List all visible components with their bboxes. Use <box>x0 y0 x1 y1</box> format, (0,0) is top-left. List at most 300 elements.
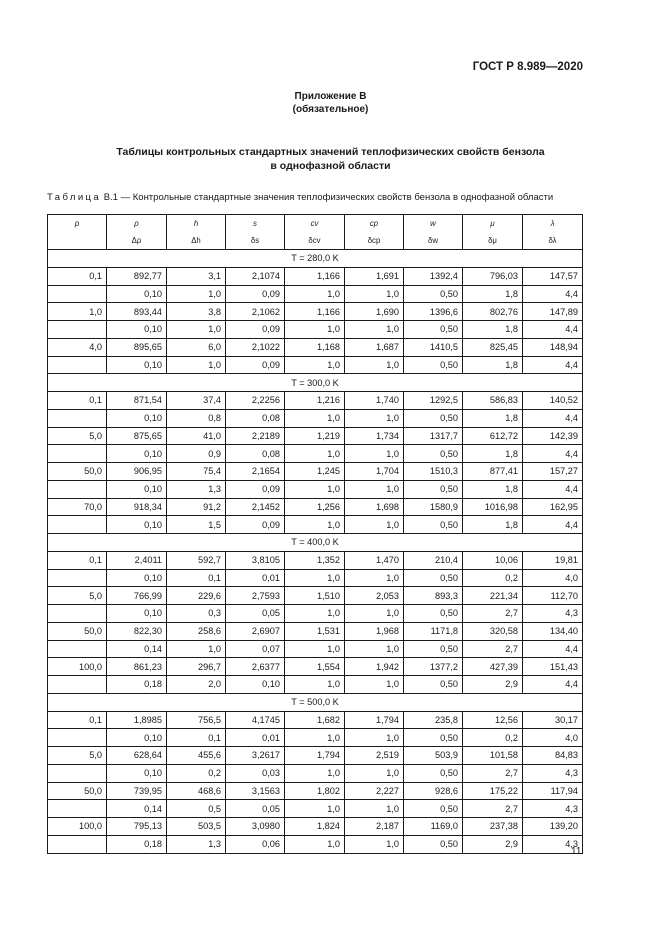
deviation-cell: 0,50 <box>404 480 463 498</box>
temperature-label: T = 500,0 K <box>48 693 583 711</box>
value-cell: 6,0 <box>167 338 226 356</box>
pressure-cell: 0,1 <box>48 551 107 569</box>
value-cell: 1,794 <box>285 747 345 765</box>
empty-cell <box>48 480 107 498</box>
value-cell: 3,8 <box>167 303 226 321</box>
deviation-cell: 1,0 <box>285 605 345 623</box>
value-cell: 30,17 <box>523 711 583 729</box>
deviation-cell: 2,7 <box>463 800 523 818</box>
deviation-cell: 0,09 <box>226 285 285 303</box>
value-cell: 802,76 <box>463 303 523 321</box>
value-cell: 1392,4 <box>404 267 463 285</box>
value-cell: 825,45 <box>463 338 523 356</box>
col-header-h: h <box>167 215 226 233</box>
deviation-cell: 0,50 <box>404 835 463 853</box>
value-cell: 612,72 <box>463 427 523 445</box>
empty-cell <box>48 285 107 303</box>
value-cell: 41,0 <box>167 427 226 445</box>
value-cell: 4,1745 <box>226 711 285 729</box>
value-cell: 1,219 <box>285 427 345 445</box>
deviation-cell: 0,09 <box>226 516 285 534</box>
temperature-row <box>48 534 583 552</box>
deviation-cell: 1,0 <box>285 640 345 658</box>
value-cell: 1580,9 <box>404 498 463 516</box>
deviation-cell: 0,10 <box>107 409 167 427</box>
temperature-label: T = 280,0 K <box>48 250 583 268</box>
table-caption-text: — Контрольные стандартные значения теплофизических свойств бензола в однофазной области <box>117 192 554 203</box>
deviation-cell: 0,08 <box>226 445 285 463</box>
deviation-cell: 4,4 <box>523 640 583 658</box>
table-row <box>48 303 583 321</box>
deviation-cell: 1,0 <box>285 409 345 427</box>
value-cell: 1,690 <box>345 303 404 321</box>
deviation-cell: 0,50 <box>404 356 463 374</box>
table-row <box>48 818 583 836</box>
value-cell: 320,58 <box>463 622 523 640</box>
value-cell: 756,5 <box>167 711 226 729</box>
value-cell: 1,824 <box>285 818 345 836</box>
deviation-cell: 1,0 <box>285 835 345 853</box>
value-cell: 1,968 <box>345 622 404 640</box>
deviation-cell: 2,7 <box>463 640 523 658</box>
col-header-cv: cv <box>285 215 345 233</box>
temperature-label: T = 300,0 K <box>48 374 583 392</box>
value-cell: 1016,98 <box>463 498 523 516</box>
deviation-cell: 1,0 <box>285 445 345 463</box>
deviation-cell: 4,4 <box>523 356 583 374</box>
value-cell: 139,20 <box>523 818 583 836</box>
deviation-cell: 1,0 <box>285 569 345 587</box>
deviation-row <box>48 640 583 658</box>
value-cell: 1,554 <box>285 658 345 676</box>
col-header-s: s <box>226 215 285 233</box>
pressure-cell: 5,0 <box>48 427 107 445</box>
value-cell: 19,81 <box>523 551 583 569</box>
col-header-rho: ρ <box>107 215 167 233</box>
deviation-cell: 1,8 <box>463 321 523 339</box>
value-cell: 75,4 <box>167 463 226 481</box>
value-cell: 875,65 <box>107 427 167 445</box>
value-cell: 210,4 <box>404 551 463 569</box>
table-row <box>48 463 583 481</box>
table-row <box>48 498 583 516</box>
value-cell: 455,6 <box>167 747 226 765</box>
deviation-cell: 1,0 <box>167 356 226 374</box>
empty-cell <box>48 605 107 623</box>
deviation-row <box>48 800 583 818</box>
deviation-cell: 2,9 <box>463 676 523 694</box>
section-title-line2: в однофазной области <box>270 160 391 172</box>
deviation-cell: 0,50 <box>404 321 463 339</box>
value-cell: 503,9 <box>404 747 463 765</box>
deviation-cell: 4,0 <box>523 569 583 587</box>
deviation-cell: 0,50 <box>404 729 463 747</box>
pressure-cell: 4,0 <box>48 338 107 356</box>
value-cell: 895,65 <box>107 338 167 356</box>
value-cell: 91,2 <box>167 498 226 516</box>
deviation-cell: 1,0 <box>345 835 404 853</box>
value-cell: 2,2256 <box>226 392 285 410</box>
deviation-row <box>48 480 583 498</box>
deviation-cell: 0,50 <box>404 605 463 623</box>
value-cell: 12,56 <box>463 711 523 729</box>
col-header-p: p <box>48 215 107 233</box>
deviation-cell: 1,0 <box>345 285 404 303</box>
deviation-cell: 4,3 <box>523 835 583 853</box>
value-cell: 1,8985 <box>107 711 167 729</box>
value-cell: 1,470 <box>345 551 404 569</box>
value-cell: 822,30 <box>107 622 167 640</box>
value-cell: 592,7 <box>167 551 226 569</box>
value-cell: 1317,7 <box>404 427 463 445</box>
deviation-cell: 4,3 <box>523 764 583 782</box>
deviation-cell: 0,10 <box>107 445 167 463</box>
pressure-cell: 50,0 <box>48 463 107 481</box>
dev-header-cv: δcv <box>285 232 345 250</box>
deviation-cell: 1,8 <box>463 285 523 303</box>
deviation-cell: 0,10 <box>107 285 167 303</box>
deviation-cell: 2,7 <box>463 605 523 623</box>
deviation-cell: 1,0 <box>345 445 404 463</box>
deviation-cell: 1,0 <box>345 764 404 782</box>
col-header-lambda: λ <box>523 215 583 233</box>
value-cell: 3,0980 <box>226 818 285 836</box>
empty-cell <box>48 800 107 818</box>
value-cell: 1,510 <box>285 587 345 605</box>
value-cell: 796,03 <box>463 267 523 285</box>
value-cell: 1,245 <box>285 463 345 481</box>
deviation-cell: 0,50 <box>404 800 463 818</box>
deviation-cell: 4,4 <box>523 409 583 427</box>
value-cell: 1410,5 <box>404 338 463 356</box>
deviation-cell: 0,1 <box>167 569 226 587</box>
document-standard-number: ГОСТ Р 8.989—2020 <box>472 61 583 73</box>
table-row <box>48 747 583 765</box>
value-cell: 427,39 <box>463 658 523 676</box>
table-row <box>48 782 583 800</box>
deviation-cell: 1,3 <box>167 480 226 498</box>
value-cell: 2,1062 <box>226 303 285 321</box>
deviation-cell: 1,3 <box>167 835 226 853</box>
deviation-cell: 1,0 <box>285 356 345 374</box>
deviation-cell: 1,0 <box>285 764 345 782</box>
empty-cell <box>48 409 107 427</box>
value-cell: 893,3 <box>404 587 463 605</box>
appendix-label: Приложение В <box>294 91 367 102</box>
value-cell: 893,44 <box>107 303 167 321</box>
deviation-cell: 1,0 <box>285 729 345 747</box>
deviation-row <box>48 764 583 782</box>
deviation-cell: 1,0 <box>345 676 404 694</box>
deviation-cell: 4,0 <box>523 729 583 747</box>
deviation-cell: 0,10 <box>107 605 167 623</box>
deviation-cell: 0,8 <box>167 409 226 427</box>
deviation-cell: 0,10 <box>107 321 167 339</box>
deviation-row <box>48 835 583 853</box>
value-cell: 221,34 <box>463 587 523 605</box>
value-cell: 2,1654 <box>226 463 285 481</box>
pressure-cell: 50,0 <box>48 622 107 640</box>
pressure-cell: 70,0 <box>48 498 107 516</box>
empty-cell <box>48 516 107 534</box>
table-row <box>48 338 583 356</box>
value-cell: 175,22 <box>463 782 523 800</box>
deviation-cell: 1,0 <box>345 480 404 498</box>
pressure-cell: 0,1 <box>48 711 107 729</box>
empty-cell <box>48 445 107 463</box>
value-cell: 1,682 <box>285 711 345 729</box>
table-row <box>48 427 583 445</box>
value-cell: 2,1022 <box>226 338 285 356</box>
deviation-cell: 2,9 <box>463 835 523 853</box>
deviation-cell: 4,3 <box>523 800 583 818</box>
deviation-cell: 0,10 <box>107 569 167 587</box>
value-cell: 2,6907 <box>226 622 285 640</box>
value-cell: 2,227 <box>345 782 404 800</box>
deviation-cell: 0,50 <box>404 569 463 587</box>
table-row <box>48 622 583 640</box>
dev-header-cp: δcp <box>345 232 404 250</box>
col-header-mu: μ <box>463 215 523 233</box>
deviation-cell: 1,0 <box>285 800 345 818</box>
deviation-cell: 0,50 <box>404 285 463 303</box>
table-row <box>48 392 583 410</box>
empty-cell <box>48 321 107 339</box>
deviation-cell: 1,8 <box>463 356 523 374</box>
value-cell: 2,2189 <box>226 427 285 445</box>
value-cell: 1510,3 <box>404 463 463 481</box>
value-cell: 162,95 <box>523 498 583 516</box>
value-cell: 1396,6 <box>404 303 463 321</box>
dev-header-s: δs <box>226 232 285 250</box>
deviation-cell: 0,50 <box>404 516 463 534</box>
value-cell: 1,704 <box>345 463 404 481</box>
value-cell: 2,4011 <box>107 551 167 569</box>
value-cell: 1,168 <box>285 338 345 356</box>
value-cell: 235,8 <box>404 711 463 729</box>
deviation-cell: 1,0 <box>345 321 404 339</box>
deviation-cell: 1,0 <box>167 321 226 339</box>
pressure-cell: 50,0 <box>48 782 107 800</box>
col-header-cp: cp <box>345 215 404 233</box>
value-cell: 1,256 <box>285 498 345 516</box>
value-cell: 2,1074 <box>226 267 285 285</box>
deviation-cell: 0,50 <box>404 409 463 427</box>
deviation-cell: 4,4 <box>523 321 583 339</box>
value-cell: 1,698 <box>345 498 404 516</box>
value-cell: 1169,0 <box>404 818 463 836</box>
value-cell: 147,89 <box>523 303 583 321</box>
deviation-cell: 4,4 <box>523 516 583 534</box>
value-cell: 1,794 <box>345 711 404 729</box>
value-cell: 3,1 <box>167 267 226 285</box>
deviation-row <box>48 285 583 303</box>
deviation-row <box>48 569 583 587</box>
deviation-cell: 4,4 <box>523 480 583 498</box>
table-row <box>48 551 583 569</box>
deviation-cell: 4,3 <box>523 605 583 623</box>
deviation-cell: 0,2 <box>463 569 523 587</box>
value-cell: 1377,2 <box>404 658 463 676</box>
value-cell: 2,1452 <box>226 498 285 516</box>
value-cell: 3,1563 <box>226 782 285 800</box>
value-cell: 503,5 <box>167 818 226 836</box>
table-row <box>48 658 583 676</box>
pressure-cell: 100,0 <box>48 818 107 836</box>
deviation-row <box>48 605 583 623</box>
dev-header-lambda: δλ <box>523 232 583 250</box>
deviation-row <box>48 516 583 534</box>
deviation-cell: 4,4 <box>523 445 583 463</box>
col-header-w: w <box>404 215 463 233</box>
deviation-cell: 0,09 <box>226 480 285 498</box>
deviation-cell: 0,03 <box>226 764 285 782</box>
empty-cell <box>48 569 107 587</box>
empty-cell <box>48 676 107 694</box>
value-cell: 766,99 <box>107 587 167 605</box>
value-cell: 586,83 <box>463 392 523 410</box>
deviation-cell: 0,2 <box>167 764 226 782</box>
value-cell: 877,41 <box>463 463 523 481</box>
deviation-cell: 0,09 <box>226 321 285 339</box>
dev-header-p <box>48 232 107 250</box>
properties-table <box>47 214 583 854</box>
deviation-cell: 1,8 <box>463 480 523 498</box>
empty-cell <box>48 640 107 658</box>
deviation-row <box>48 676 583 694</box>
value-cell: 739,95 <box>107 782 167 800</box>
deviation-cell: 1,5 <box>167 516 226 534</box>
value-cell: 2,187 <box>345 818 404 836</box>
value-cell: 296,7 <box>167 658 226 676</box>
deviation-cell: 0,14 <box>107 800 167 818</box>
table-row <box>48 267 583 285</box>
deviation-cell: 0,10 <box>107 480 167 498</box>
deviation-cell: 0,9 <box>167 445 226 463</box>
empty-cell <box>48 835 107 853</box>
value-cell: 468,6 <box>167 782 226 800</box>
value-cell: 871,54 <box>107 392 167 410</box>
value-cell: 1,531 <box>285 622 345 640</box>
value-cell: 237,38 <box>463 818 523 836</box>
table-row <box>48 711 583 729</box>
value-cell: 1,166 <box>285 303 345 321</box>
deviation-cell: 0,14 <box>107 640 167 658</box>
deviation-cell: 0,10 <box>226 676 285 694</box>
deviation-cell: 0,1 <box>167 729 226 747</box>
value-cell: 134,40 <box>523 622 583 640</box>
table-caption-number: В.1 <box>103 192 118 203</box>
appendix-heading <box>0 90 661 116</box>
value-cell: 1,942 <box>345 658 404 676</box>
table-body <box>48 250 583 854</box>
deviation-cell: 0,01 <box>226 729 285 747</box>
deviation-cell: 1,0 <box>345 729 404 747</box>
section-title-line1: Таблицы контрольных стандартных значений теплофизических свойств бензола <box>116 146 545 158</box>
value-cell: 1,216 <box>285 392 345 410</box>
value-cell: 1,802 <box>285 782 345 800</box>
deviation-cell: 0,18 <box>107 676 167 694</box>
empty-cell <box>48 764 107 782</box>
deviation-row <box>48 729 583 747</box>
deviation-cell: 1,8 <box>463 445 523 463</box>
deviation-cell: 0,08 <box>226 409 285 427</box>
pressure-cell: 100,0 <box>48 658 107 676</box>
deviation-cell: 0,06 <box>226 835 285 853</box>
deviation-header-row <box>48 232 583 250</box>
appendix-status: (обязательное) <box>292 104 369 115</box>
value-cell: 918,34 <box>107 498 167 516</box>
deviation-cell: 0,5 <box>167 800 226 818</box>
value-cell: 1,691 <box>345 267 404 285</box>
deviation-cell: 1,0 <box>167 285 226 303</box>
deviation-cell: 0,05 <box>226 605 285 623</box>
deviation-cell: 1,0 <box>167 640 226 658</box>
value-cell: 84,83 <box>523 747 583 765</box>
deviation-cell: 1,0 <box>345 356 404 374</box>
deviation-cell: 0,09 <box>226 356 285 374</box>
deviation-cell: 0,10 <box>107 516 167 534</box>
dev-header-mu: δμ <box>463 232 523 250</box>
deviation-row <box>48 356 583 374</box>
value-cell: 1,687 <box>345 338 404 356</box>
value-cell: 906,95 <box>107 463 167 481</box>
value-cell: 1,352 <box>285 551 345 569</box>
deviation-cell: 0,10 <box>107 764 167 782</box>
deviation-cell: 0,3 <box>167 605 226 623</box>
value-cell: 157,27 <box>523 463 583 481</box>
empty-cell <box>48 729 107 747</box>
pressure-cell: 1,0 <box>48 303 107 321</box>
deviation-cell: 0,50 <box>404 676 463 694</box>
value-cell: 37,4 <box>167 392 226 410</box>
deviation-cell: 0,10 <box>107 356 167 374</box>
deviation-cell: 1,0 <box>345 605 404 623</box>
temperature-row <box>48 250 583 268</box>
deviation-cell: 4,4 <box>523 676 583 694</box>
deviation-cell: 0,05 <box>226 800 285 818</box>
value-cell: 140,52 <box>523 392 583 410</box>
value-cell: 795,13 <box>107 818 167 836</box>
deviation-cell: 0,2 <box>463 729 523 747</box>
value-cell: 928,6 <box>404 782 463 800</box>
header-row <box>48 215 583 233</box>
deviation-cell: 0,50 <box>404 445 463 463</box>
deviation-cell: 0,18 <box>107 835 167 853</box>
deviation-row <box>48 445 583 463</box>
table-caption-label: Таблица <box>47 192 102 203</box>
value-cell: 1,740 <box>345 392 404 410</box>
deviation-cell: 1,0 <box>285 480 345 498</box>
value-cell: 117,94 <box>523 782 583 800</box>
deviation-cell: 1,8 <box>463 516 523 534</box>
temperature-row <box>48 693 583 711</box>
deviation-cell: 0,10 <box>107 729 167 747</box>
value-cell: 3,2617 <box>226 747 285 765</box>
dev-header-w: δw <box>404 232 463 250</box>
value-cell: 112,70 <box>523 587 583 605</box>
deviation-cell: 0,50 <box>404 764 463 782</box>
deviation-cell: 1,0 <box>345 516 404 534</box>
deviation-cell: 1,0 <box>285 516 345 534</box>
pressure-cell: 0,1 <box>48 392 107 410</box>
temperature-label: T = 400,0 K <box>48 534 583 552</box>
value-cell: 3,8105 <box>226 551 285 569</box>
deviation-cell: 2,0 <box>167 676 226 694</box>
value-cell: 2,6377 <box>226 658 285 676</box>
empty-cell <box>48 356 107 374</box>
deviation-cell: 1,0 <box>345 800 404 818</box>
